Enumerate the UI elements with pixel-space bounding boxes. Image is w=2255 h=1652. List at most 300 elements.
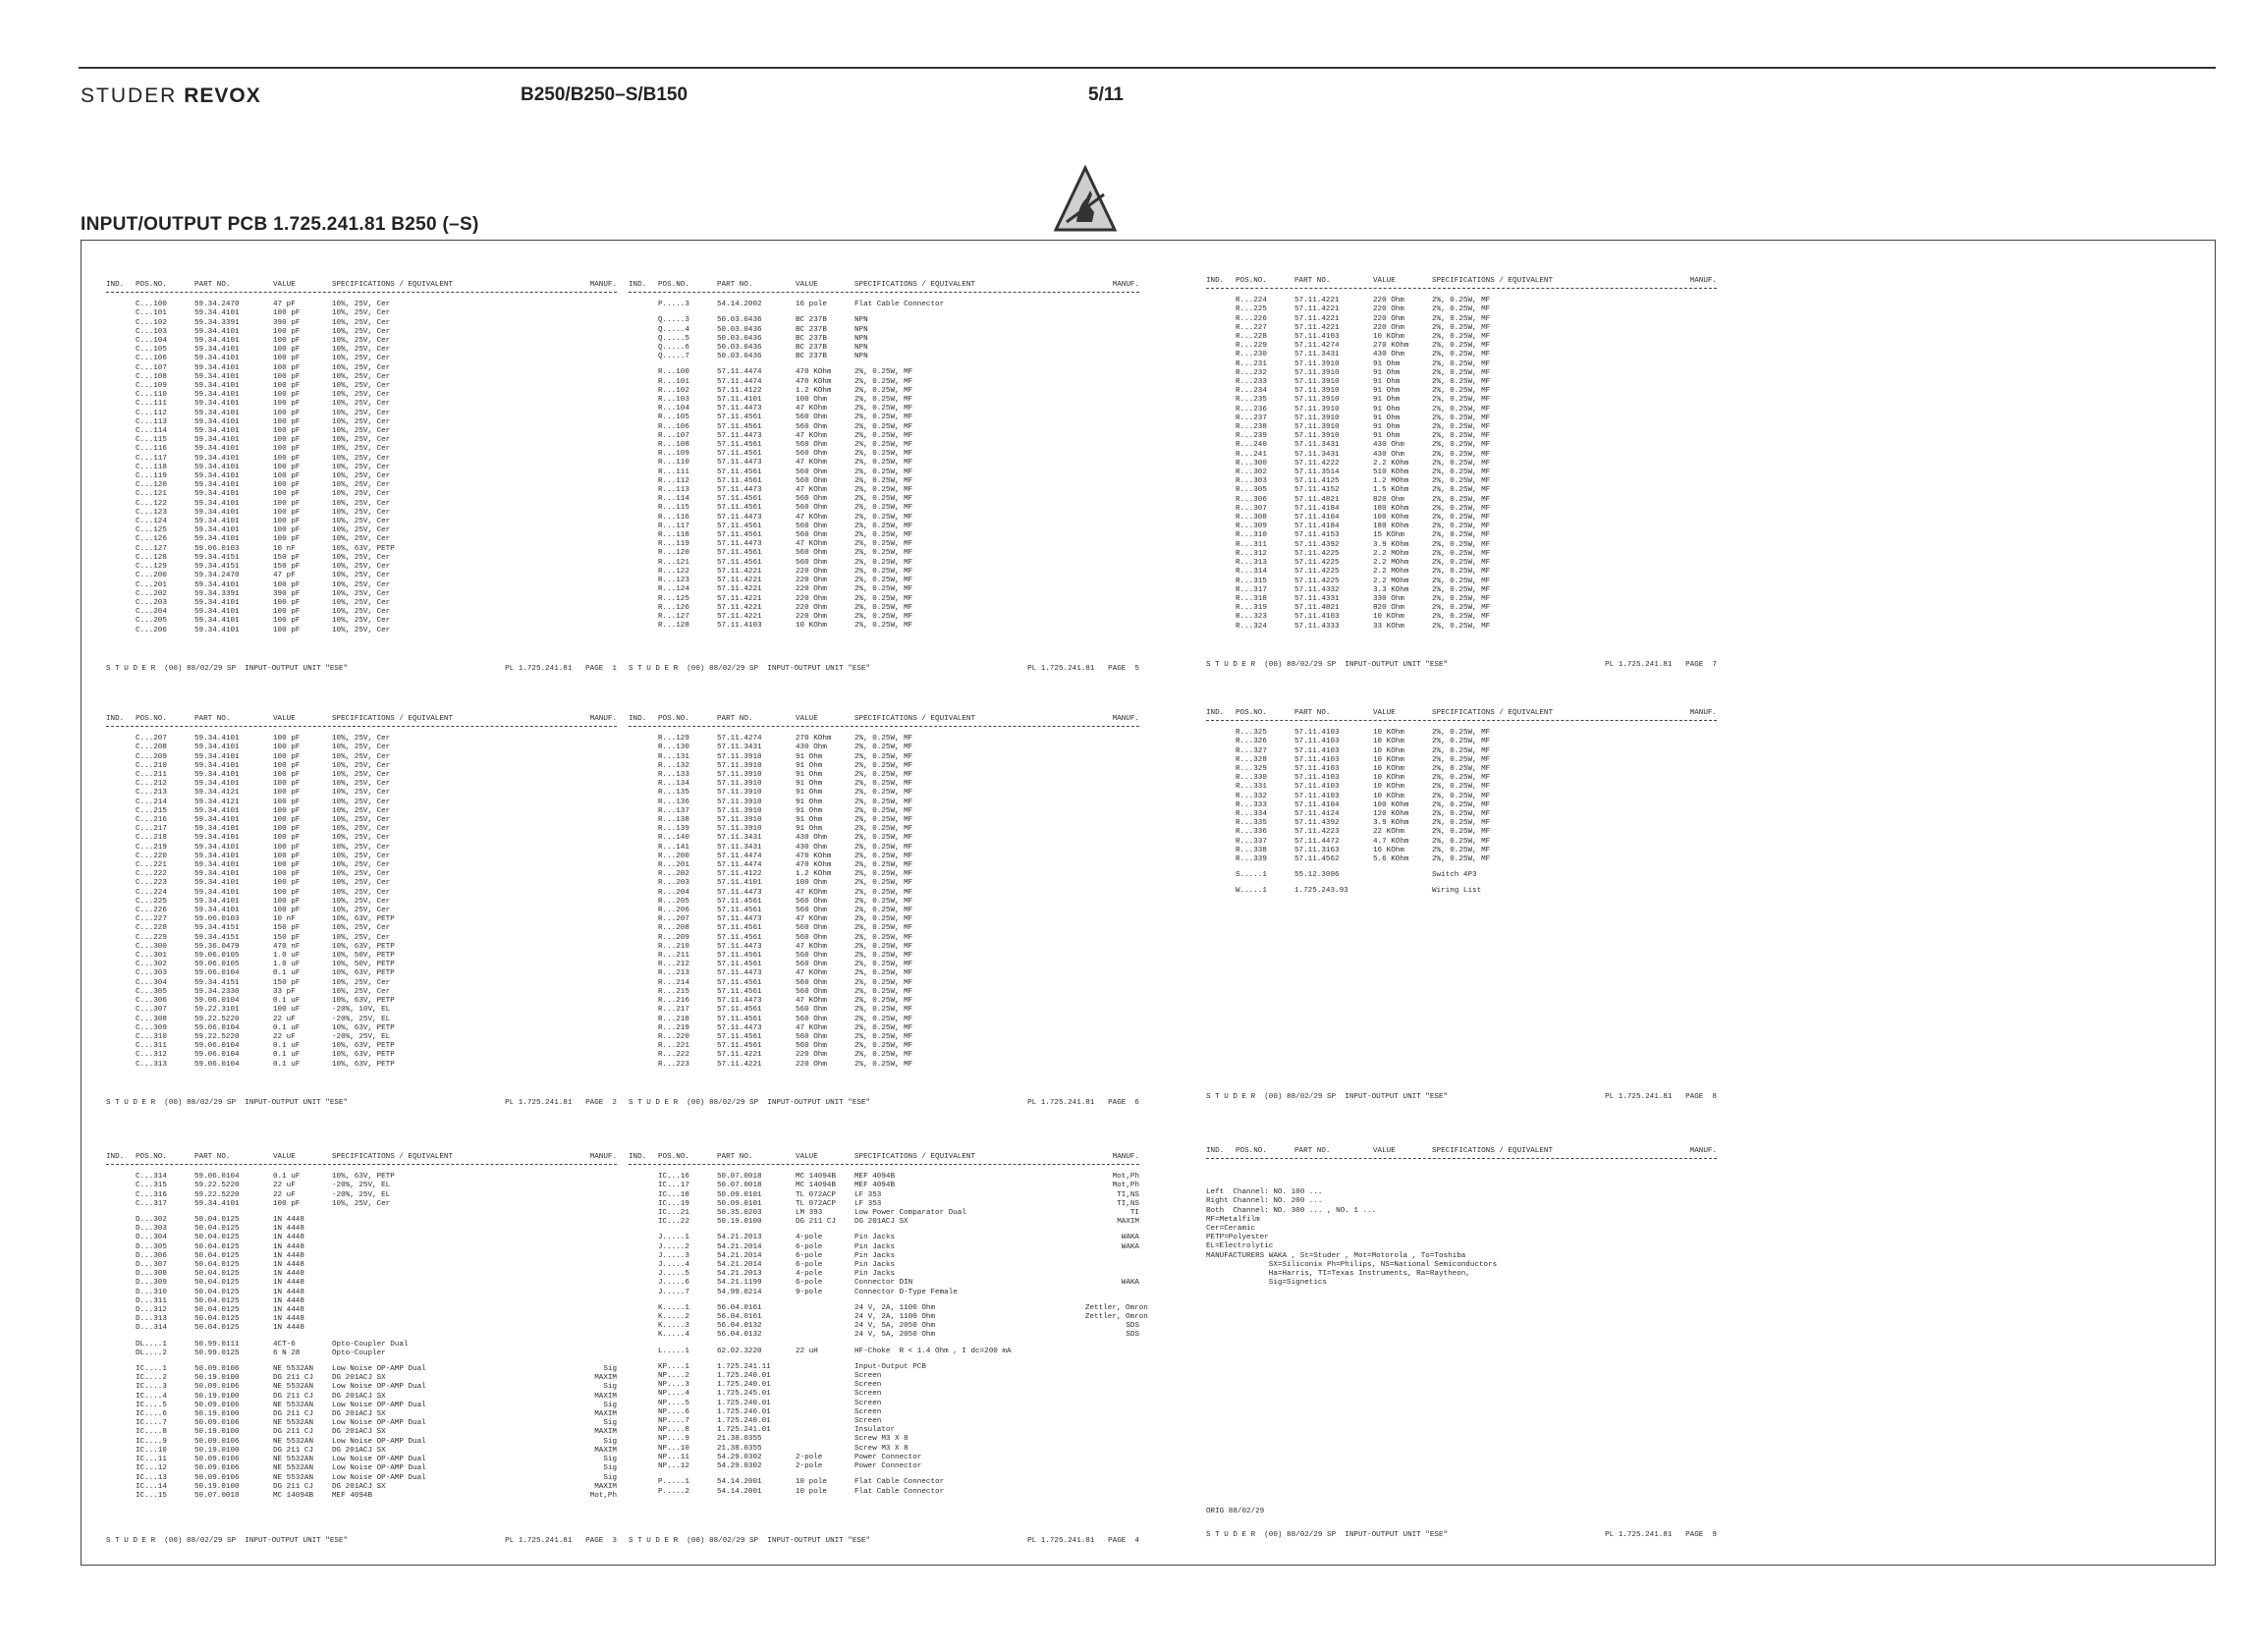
table-cell: C...102 — [136, 318, 167, 327]
table-cell: 47 KOhm — [796, 513, 827, 522]
column-header: PART NO. — [1294, 709, 1331, 717]
table-cell: 2%, 0.25W, MF — [854, 396, 913, 405]
table-cell: 59.34.4101 — [194, 852, 240, 860]
table-cell: 54.21.2014 — [717, 1251, 762, 1260]
table-cell: C...310 — [136, 1032, 167, 1041]
table-cell: 57.11.4103 — [1294, 613, 1340, 622]
table-cell — [1085, 1488, 1139, 1497]
table-cell: 57.11.3431 — [1294, 441, 1340, 450]
table-cell: BC 237B — [796, 353, 827, 361]
ind-cell — [106, 1428, 136, 1437]
table-cell — [563, 563, 617, 572]
table-cell: 16 KOhm — [1373, 846, 1404, 854]
table-cell: 510 KOhm — [1373, 468, 1409, 477]
table-cell — [1085, 1061, 1139, 1070]
table-cell: 470 KOhm — [796, 377, 832, 386]
table-cell: 57.11.4473 — [717, 459, 762, 468]
table-cell — [1663, 871, 1717, 880]
table-cell: Screen — [854, 1381, 882, 1390]
table-cell — [563, 834, 617, 843]
table-cell: 560 Ohm — [796, 952, 827, 961]
sheet-footer — [629, 1099, 1139, 1108]
table-cell: 10 KOhm — [1373, 729, 1404, 738]
table-cell — [1085, 514, 1139, 523]
ind-cell — [629, 1279, 658, 1288]
table-cell: TI — [1129, 1209, 1139, 1218]
table-row — [106, 1419, 617, 1428]
table-cell: R...122 — [658, 567, 689, 576]
table-cell — [332, 1270, 563, 1279]
table-cell: 57.11.4221 — [717, 594, 762, 603]
table-cell: 10%, 63V, PETP — [332, 997, 395, 1006]
table-cell: 59.34.4151 — [194, 553, 240, 562]
table-cell: R...300 — [1236, 459, 1267, 468]
table-cell: MAXIM — [1117, 1218, 1139, 1227]
table-row — [629, 924, 1139, 933]
ind-cell — [106, 1234, 136, 1242]
table-cell: MC 14094B — [796, 1173, 837, 1182]
table-cell: C...129 — [136, 563, 167, 572]
table-row — [1206, 351, 1717, 359]
table-cell: K.....4 — [658, 1331, 689, 1340]
table-cell: 91 Ohm — [1373, 378, 1401, 387]
table-cell: 47 KOhm — [796, 486, 827, 495]
table-cell — [563, 410, 617, 418]
ind-cell — [629, 1016, 658, 1024]
table-cell: 430 Ohm — [796, 834, 827, 843]
ind-cell — [106, 924, 136, 933]
table-row — [629, 396, 1139, 405]
footer-left: S T U D E R (00) 88/02/29 SP INPUT-OUTPUT UNIT "ESE" — [1206, 660, 1449, 669]
table-cell: 21.38.0355 — [717, 1435, 762, 1444]
table-cell: 100 uF — [273, 1006, 301, 1015]
table-cell: 100 pF — [273, 463, 301, 471]
table-cell: 50.19.0100 — [717, 1218, 762, 1227]
table-cell: 57.11.4561 — [717, 1015, 762, 1023]
ind-cell — [106, 898, 136, 907]
table-cell: R...107 — [658, 431, 689, 440]
table-cell: 560 Ohm — [796, 907, 827, 915]
table-cell: 2%, 0.25W, MF — [854, 422, 913, 431]
table-row — [106, 328, 617, 337]
table-cell: 2%, 0.25W, MF — [854, 476, 913, 485]
table-row — [629, 988, 1139, 997]
table-cell — [796, 1435, 854, 1444]
table-cell — [1085, 1006, 1139, 1015]
table-cell: 57.11.4392 — [1294, 540, 1340, 549]
table-cell — [1085, 889, 1139, 898]
ind-cell — [1206, 847, 1236, 855]
ind-cell — [106, 1270, 136, 1279]
table-row — [629, 1006, 1139, 1015]
ind-cell — [629, 622, 658, 631]
table-cell — [1085, 368, 1139, 377]
table-cell: 57.11.4221 — [1294, 305, 1340, 314]
table-cell: 50.04.0125 — [194, 1242, 240, 1251]
table-cell: 1.725.245.01 — [717, 1390, 771, 1399]
sheet-footer — [106, 1099, 617, 1108]
ind-cell — [106, 563, 136, 572]
table-cell: 220 Ohm — [796, 1051, 827, 1060]
table-cell: 560 Ohm — [796, 961, 827, 969]
ind-cell — [629, 907, 658, 915]
table-cell: HF-Choke R < 1.4 Ohm , I dc=200 mA — [854, 1347, 1012, 1355]
table-cell: 6-pole — [796, 1242, 823, 1251]
ind-cell — [629, 301, 658, 309]
table-cell: 59.34.4151 — [194, 924, 240, 933]
table-cell: C...216 — [136, 816, 167, 825]
ind-cell — [629, 1243, 658, 1252]
table-cell: NE 5532AN — [273, 1464, 314, 1473]
table-row — [629, 1209, 1139, 1218]
table-cell: 57.11.4103 — [1294, 333, 1340, 342]
table-cell — [563, 464, 617, 472]
table-row — [1206, 783, 1717, 792]
table-cell: Power Connector — [854, 1453, 922, 1461]
ind-cell — [629, 961, 658, 969]
table-cell: 59.06.0103 — [194, 915, 240, 924]
column-header: VALUE — [796, 715, 818, 723]
table-cell — [1085, 844, 1139, 853]
table-cell: 15 KOhm — [1373, 531, 1404, 540]
table-row — [106, 418, 617, 427]
column-header: SPECIFICATIONS / EQUIVALENT — [854, 281, 976, 289]
table-cell — [563, 943, 617, 952]
table-cell: 560 Ohm — [796, 531, 827, 540]
table-cell — [1085, 1348, 1139, 1356]
ind-cell — [106, 1191, 136, 1200]
ind-cell — [1206, 505, 1236, 514]
table-cell — [1663, 486, 1717, 495]
ind-cell — [629, 459, 658, 468]
table-cell: 16 pole — [796, 301, 827, 309]
ind-cell — [1206, 819, 1236, 828]
ind-cell — [106, 355, 136, 363]
table-cell: 10%, 63V, PETP — [332, 1051, 395, 1060]
table-cell: 100 pF — [273, 806, 301, 815]
table-cell: Sig — [603, 1437, 617, 1446]
table-cell: 100 pF — [273, 427, 301, 436]
table-cell: 59.22.5220 — [194, 1015, 240, 1023]
ind-cell — [106, 1225, 136, 1234]
table-cell: R...335 — [1236, 819, 1267, 828]
table-cell: 0.1 uF — [273, 997, 301, 1006]
table-cell: 150 pF — [273, 933, 301, 942]
table-cell: R...325 — [1236, 729, 1267, 738]
table-cell: 820 Ohm — [1373, 495, 1404, 504]
table-row — [106, 490, 617, 499]
table-cell: Sig — [603, 1365, 617, 1374]
table-row — [629, 1313, 1148, 1322]
table-cell: 100 pF — [273, 888, 301, 897]
ind-cell — [629, 413, 658, 422]
table-cell: 47 KOhm — [796, 888, 827, 897]
table-cell: Low Noise OP-AMP Dual — [332, 1401, 426, 1409]
table-cell: 50.03.0436 — [717, 325, 762, 334]
table-cell: 430 Ohm — [1373, 450, 1404, 459]
table-cell: C...201 — [136, 580, 167, 589]
ind-cell — [629, 1304, 658, 1313]
table-row — [629, 1488, 1139, 1497]
table-cell: C...116 — [136, 445, 167, 454]
table-cell: D...306 — [136, 1251, 167, 1260]
table-cell: C...100 — [136, 301, 167, 309]
table-cell: R...141 — [658, 843, 689, 852]
table-cell: 100 pF — [273, 327, 301, 336]
footer-right: PL 1.725.241.81 PAGE 2 — [505, 1098, 617, 1107]
table-cell: D...304 — [136, 1234, 167, 1242]
table-cell: 57.11.4221 — [717, 603, 762, 612]
table-row — [629, 540, 1139, 549]
table-row — [629, 1390, 1139, 1399]
table-row — [106, 743, 617, 752]
sheet-footer — [1206, 1093, 1717, 1102]
table-cell: TI,NS — [1117, 1190, 1139, 1199]
ind-cell — [629, 988, 658, 997]
table-cell: 100 pF — [273, 761, 301, 770]
ind-cell — [106, 364, 136, 373]
table-cell: 100 pF — [273, 417, 301, 426]
footer-right: PL 1.725.241.81 PAGE 5 — [1027, 664, 1139, 673]
table-cell — [563, 1306, 617, 1315]
table-cell: C...219 — [136, 843, 167, 852]
table-cell: 2%, 0.25W, MF — [1432, 468, 1491, 477]
table-cell: R...127 — [658, 612, 689, 621]
ind-cell — [106, 1349, 136, 1358]
table-cell — [1085, 405, 1139, 413]
table-cell: 47 pF — [273, 572, 296, 580]
table-row — [1206, 505, 1717, 514]
table-row — [106, 870, 617, 879]
table-cell: 10%, 25V, Cer — [332, 843, 391, 852]
table-cell: 59.34.4101 — [194, 409, 240, 417]
table-cell — [563, 554, 617, 563]
table-cell: 59.34.4101 — [194, 327, 240, 336]
table-cell: R...102 — [658, 386, 689, 395]
table-cell: 100 pF — [273, 391, 301, 400]
table-cell: C...218 — [136, 834, 167, 843]
table-row — [629, 1218, 1139, 1227]
table-cell: C...105 — [136, 346, 167, 355]
table-cell — [563, 969, 617, 978]
table-cell: 10%, 63V, PETP — [332, 915, 395, 924]
table-cell — [563, 1234, 617, 1242]
table-cell — [1663, 586, 1717, 595]
table-cell — [1085, 468, 1139, 477]
table-row — [106, 834, 617, 843]
table-cell: 91 Ohm — [1373, 432, 1401, 441]
ind-cell — [629, 1024, 658, 1033]
ind-cell — [1206, 514, 1236, 523]
ind-cell — [106, 301, 136, 309]
table-header — [1206, 709, 1717, 721]
table-cell: NE 5532AN — [273, 1456, 314, 1464]
table-cell — [1085, 326, 1139, 335]
table-cell: 100 pF — [273, 309, 301, 318]
table-cell: 57.11.4473 — [717, 915, 762, 924]
table-cell: 57.11.3910 — [717, 789, 762, 798]
column-header: SPECIFICATIONS / EQUIVALENT — [332, 1153, 454, 1161]
table-cell: 57.11.4474 — [717, 861, 762, 870]
table-cell: D...313 — [136, 1315, 167, 1324]
table-cell: C...205 — [136, 617, 167, 626]
ind-cell — [1206, 414, 1236, 423]
table-header — [1206, 277, 1717, 289]
row-spacer — [629, 361, 1139, 368]
table-cell: D...308 — [136, 1270, 167, 1279]
column-header: VALUE — [273, 715, 296, 723]
table-cell: 1N 4448 — [273, 1261, 304, 1270]
ind-cell — [629, 577, 658, 585]
table-cell — [1663, 324, 1717, 333]
table-cell: R...131 — [658, 752, 689, 761]
table-cell: MEF 4094B — [854, 1182, 896, 1190]
table-cell: BC 237B — [796, 325, 827, 334]
ind-cell — [1206, 810, 1236, 819]
table-cell: LF 353 — [854, 1199, 882, 1208]
column-header: MANUF. — [1112, 281, 1139, 289]
table-cell: C...304 — [136, 978, 167, 987]
table-cell: 57.11.4561 — [717, 924, 762, 933]
ind-cell — [106, 1447, 136, 1456]
table-cell: 24 V, 5A, 2050 Ohm — [854, 1331, 936, 1340]
table-cell — [563, 1200, 617, 1209]
table-cell: 57.11.4122 — [717, 870, 762, 879]
table-row — [1206, 305, 1717, 314]
table-cell: IC...15 — [136, 1491, 167, 1500]
ind-cell — [106, 373, 136, 382]
table-row — [106, 617, 617, 626]
table-cell: 50.04.0125 — [194, 1270, 240, 1279]
table-cell — [1085, 568, 1139, 577]
table-cell: Screen — [854, 1407, 882, 1416]
table-cell: C...106 — [136, 355, 167, 363]
table-row — [629, 344, 1139, 353]
table-cell: 54.21.2013 — [717, 1234, 762, 1242]
table-cell: 2%, 0.25W, MF — [854, 1060, 913, 1069]
table-cell: 560 Ohm — [796, 476, 827, 485]
table-row — [629, 1417, 1139, 1426]
table-cell: 57.11.4562 — [1294, 855, 1340, 864]
table-row — [1206, 756, 1717, 765]
table-row — [629, 405, 1139, 413]
table-row — [629, 1462, 1139, 1471]
table-cell: 59.34.3391 — [194, 318, 240, 327]
table-cell: C...223 — [136, 879, 167, 888]
table-row — [629, 432, 1139, 441]
table-row — [106, 309, 617, 318]
table-cell — [1663, 793, 1717, 801]
ind-cell — [106, 427, 136, 436]
ind-cell — [629, 1478, 658, 1487]
table-cell — [1085, 486, 1139, 495]
table-cell: 2%, 0.25W, MF — [854, 1023, 913, 1032]
ind-cell — [106, 1182, 136, 1190]
table-cell: 91 Ohm — [796, 798, 823, 806]
table-cell: 57.11.3910 — [1294, 405, 1340, 413]
table-cell: R...234 — [1236, 387, 1267, 396]
table-cell: 59.36.0479 — [194, 942, 240, 951]
table-cell: 2%, 0.25W, MF — [1432, 450, 1491, 459]
table-cell: 2-pole — [796, 1453, 823, 1461]
table-cell: Input-Output PCB — [854, 1362, 926, 1371]
table-cell: R...222 — [658, 1051, 689, 1060]
table-row — [629, 961, 1139, 969]
ind-cell — [629, 1051, 658, 1060]
ind-cell — [106, 834, 136, 843]
table-cell: 57.11.4473 — [717, 969, 762, 978]
table-cell: 470 KOhm — [796, 861, 832, 870]
footer-left: S T U D E R (00) 88/02/29 SP INPUT-OUTPUT UNIT "ESE" — [106, 1536, 349, 1545]
table-cell: IC....2 — [136, 1374, 167, 1383]
ind-cell — [629, 853, 658, 861]
table-cell: R...238 — [1236, 423, 1267, 432]
table-cell — [1085, 952, 1139, 961]
table-row — [106, 1410, 617, 1419]
table-cell: 50.99.0111 — [194, 1340, 240, 1349]
ind-cell — [106, 627, 136, 635]
table-cell — [563, 997, 617, 1006]
ind-cell — [629, 468, 658, 477]
table-row — [629, 1024, 1139, 1033]
table-cell: 91 Ohm — [796, 780, 823, 789]
table-row — [106, 554, 617, 563]
table-cell: 10%, 63V, PETP — [332, 1042, 395, 1051]
table-cell: DG 211 CJ — [796, 1218, 837, 1227]
table-row — [629, 568, 1139, 577]
table-cell: C...303 — [136, 969, 167, 978]
table-row — [629, 1234, 1139, 1242]
ind-cell — [629, 743, 658, 752]
table-row — [106, 780, 617, 789]
ind-cell — [106, 879, 136, 888]
table-row — [1206, 451, 1717, 460]
table-cell: 50.09.0106 — [194, 1401, 240, 1409]
table-cell: 4-pole — [796, 1270, 823, 1279]
table-cell: C...120 — [136, 481, 167, 490]
table-cell: 57.11.3514 — [1294, 468, 1340, 477]
ind-cell — [629, 1445, 658, 1454]
ind-cell — [629, 531, 658, 540]
column-header: PART NO. — [194, 281, 231, 289]
sheet-footer — [629, 665, 1139, 674]
column-header: MANUF. — [589, 1153, 617, 1161]
note-line: SX=Siliconix Ph=Philips, NS=National Semiconductors — [1206, 1260, 1498, 1269]
table-row — [629, 798, 1139, 807]
table-cell — [1085, 816, 1139, 825]
table-row — [106, 500, 617, 509]
ind-cell — [106, 1374, 136, 1383]
table-cell — [1085, 853, 1139, 861]
table-row — [629, 969, 1139, 978]
table-cell: Low Noise OP-AMP Dual — [332, 1437, 426, 1446]
table-cell: 2%, 0.25W, MF — [854, 752, 913, 761]
table-cell: 3.3 KOhm — [1373, 585, 1409, 594]
parts-sheet-9 — [1206, 1147, 1717, 1540]
table-cell: 180 KOhm — [1373, 504, 1409, 513]
table-cell — [1085, 1252, 1139, 1261]
table-cell: IC....8 — [136, 1428, 167, 1437]
table-cell: C...213 — [136, 789, 167, 798]
table-cell: 10 KOhm — [1373, 755, 1404, 764]
table-cell: R...334 — [1236, 810, 1267, 819]
table-cell: 150 pF — [273, 563, 301, 572]
table-row — [106, 1365, 617, 1374]
table-cell: 59.34.4101 — [194, 879, 240, 888]
table-cell: 270 KOhm — [796, 735, 832, 743]
ind-cell — [106, 743, 136, 752]
ind-cell — [106, 988, 136, 997]
